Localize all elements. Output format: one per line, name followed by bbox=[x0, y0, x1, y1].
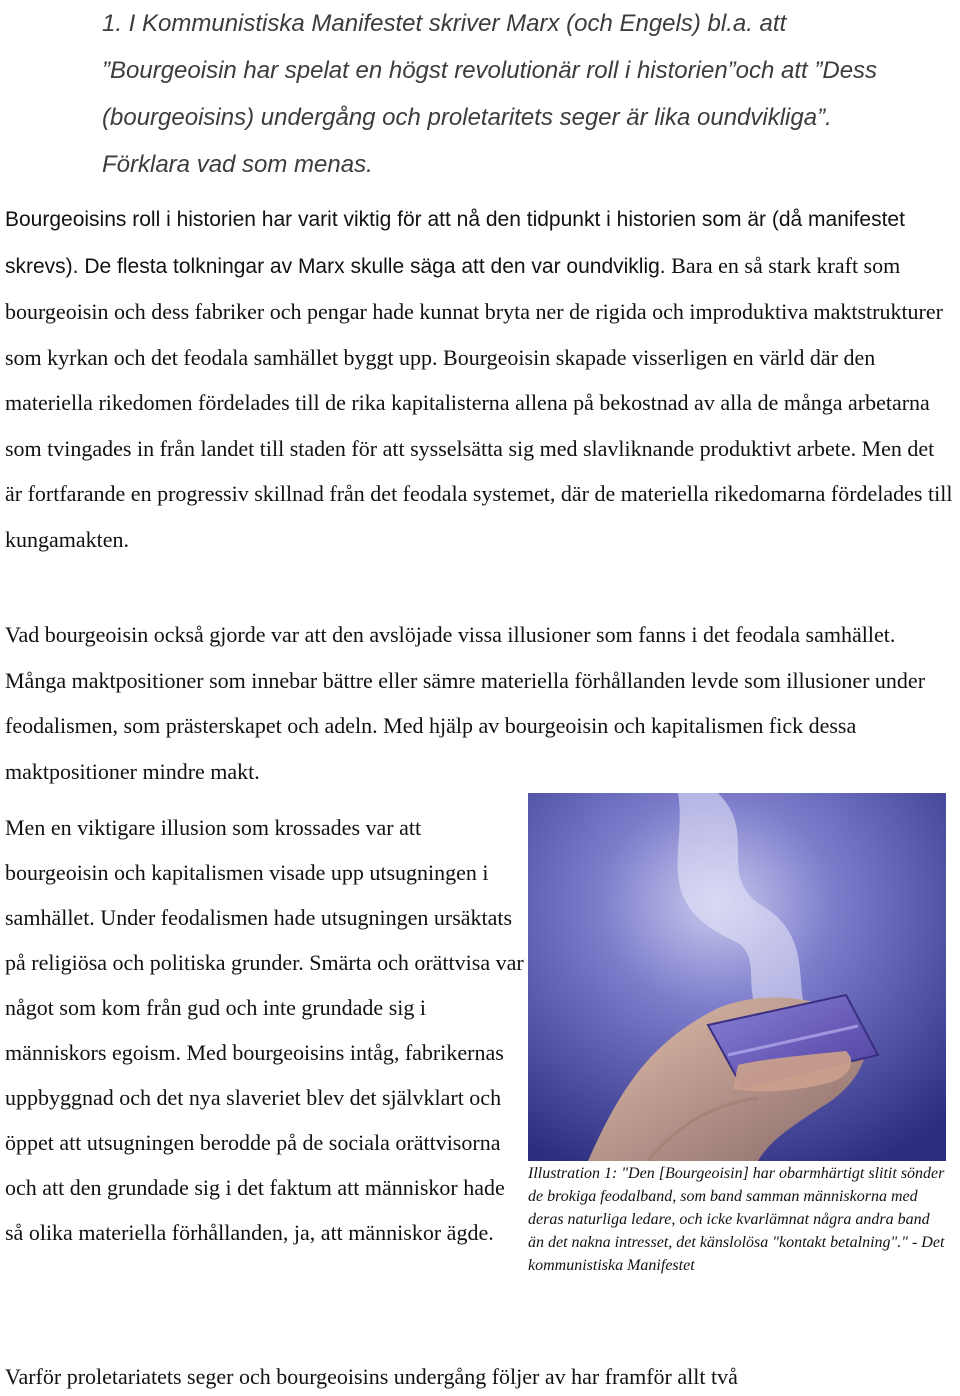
answer-paragraph-1-serif-part: Bara en så stark kraft som bourgeoisin och dess fabriker och pengar hade kunnat bryta ner de rigida och improduktiva maktstrukturer som kyrkan och det feodala samhället byggt upp. Bourgeoisin skapade visserligen en värld där den materiella rikedomen fördelades till de rika kapitalisterna allena på bekostnad av alla de många arbetarna som tvingades in från landet till staden för att sysselsätta sig med slavliknande produktivt arbete. Men det är fortfarande en progressiv skillnad från det feodala systemet, där de materiella rikedomarna fördelades till kungamakten. bbox=[5, 252, 953, 552]
answer-paragraph-3: Men en viktigare illusion som krossades var att bourgeoisin och kapitalismen visade upp utsugningen i samhället. Under feodalismen hade utsugningen ursäktats på religiösa och politiska grunder. Smärta och orättvisa var något som kom från gud och inte grundade sig i människors egoism. Med bourgeoisins intåg, fabrikernas uppbyggnad och det nya slaveriet blev det självklart och öppet att utsugningen berodde på de sociala orättvisorna och att den grundade sig i det faktum att människor hade så olika materiella förhållanden, ja, att människor ägde. bbox=[5, 815, 524, 1245]
answer-paragraph-4: Varför proletariatets seger och bourgeoisins undergång följer av har framför allt två bbox=[5, 1364, 738, 1389]
answer-paragraph-1-sans-part: Bourgeoisins roll i historien har varit viktig för att nå den tidpunkt i historien som är (då manifestet skrevs). De flesta tolkningar av Marx skulle säga att den var oundviklig. bbox=[5, 208, 905, 278]
hand-holding-credit-card-photo bbox=[528, 793, 946, 1161]
answer-paragraph-2: Vad bourgeoisin också gjorde var att den avslöjade vissa illusioner som fanns i det feodala samhället. Många maktpositioner som innebar bättre eller sämre materiella förhållanden levde som illusioner under feodalismen, som prästerskapet och adeln. Med hjälp av bourgeoisin och kapitalismen fick dessa maktpositioner mindre makt. bbox=[5, 622, 926, 784]
photo-illustration bbox=[528, 793, 946, 1161]
answer-paragraph-1 bbox=[5, 196, 955, 562]
question-heading: 1. I Kommunistiska Manifestet skriver Marx (och Engels) bl.a. att ”Bourgeoisin har spelat en högst revolutionär roll i historien”och att ”Dess (bourgeoisins) undergång och proletaritets seger är lika oundvikliga”. Förklara vad som menas. bbox=[102, 10, 878, 178]
figure-caption: Illustration 1: "Den [Bourgeoisin] har obarmhärtigt slitit sönder de brokiga feodalband, som band samman människorna med deras naturliga ledare, och icke kvarlämnat några andra band än det nakna intresset, det känslolösa "kontakt betalning"." - Det kommunistiska Manifestet bbox=[528, 1165, 945, 1274]
